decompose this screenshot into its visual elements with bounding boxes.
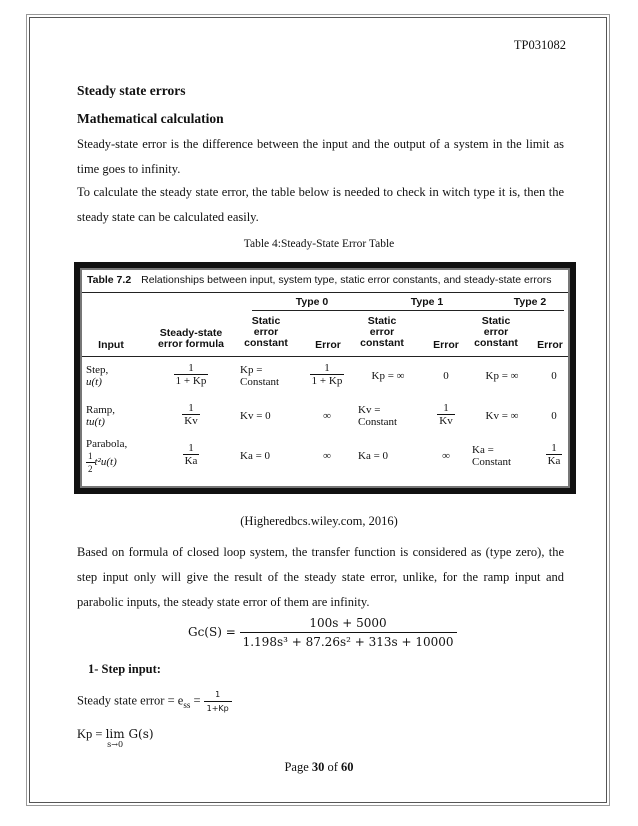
- parabola-t2-err-num: 1: [546, 442, 563, 455]
- row-parabola-t1-const: Ka = 0: [358, 450, 389, 462]
- sse-den: 1+Kp: [206, 704, 229, 713]
- ramp-t1-err-den: Kv: [439, 415, 453, 427]
- equation-numerator: 100s + 5000: [240, 616, 457, 633]
- col-error-2: Error: [537, 339, 563, 351]
- footer-page-number: 30: [311, 760, 325, 774]
- col-formula: Steady-state error formula: [158, 327, 224, 350]
- sse-prefix: Steady state error = e: [77, 693, 184, 708]
- col-static-0: Static error constant: [244, 315, 288, 349]
- row-parabola-t1-err: ∞: [442, 450, 450, 462]
- row-ramp-t2-err: 0: [551, 410, 557, 422]
- ramp-formula-den: Kv: [184, 415, 198, 427]
- row-parabola-t0-err: ∞: [323, 450, 331, 462]
- sub-heading: Mathematical calculation: [77, 111, 224, 126]
- row-step-t2-err: 0: [551, 370, 557, 382]
- parabola-coef-num: 1: [88, 451, 93, 461]
- footer-of: of: [324, 760, 342, 774]
- step-formula-num: 1: [174, 362, 209, 375]
- parabola-label: Parabola,: [86, 438, 128, 450]
- col-error-1: Error: [433, 339, 459, 351]
- ramp-label: Ramp,: [86, 404, 116, 416]
- kp-lim: lim: [105, 727, 125, 741]
- kp-line: [77, 727, 154, 749]
- sse-subscript: ss: [183, 699, 191, 710]
- row-step-t1-const: Kp = ∞: [371, 370, 405, 382]
- parabola-coef-den: 2: [88, 464, 93, 474]
- kp-lim-sub: s→0: [107, 740, 124, 749]
- type-rule: [252, 310, 564, 311]
- page-footer: [0, 760, 638, 775]
- row-step-t1-err: 0: [443, 370, 449, 382]
- row-step-input: [86, 364, 136, 388]
- paragraph-analysis: Based on formula of closed loop system, the transfer function is considered as (type zero), the step input only will give the result of the steady state error, unlike, for the ramp input and parabolic inputs, the steady state error of them are infinity.: [77, 545, 564, 609]
- footer-prefix: Page: [284, 760, 312, 774]
- paragraph-definition: Steady-state error is the difference between the input and the output of a system in the limit as time goes to infinity.: [77, 137, 564, 176]
- equation-denominator: 1.198s³ + 87.26s² + 313s + 10000: [242, 635, 454, 649]
- col-static-2: Static error constant: [474, 315, 518, 349]
- row-step-t0-const: Kp = Constant: [240, 364, 280, 388]
- row-parabola-input: [86, 438, 146, 475]
- ramp-fn: tu(t): [86, 416, 105, 428]
- equation-lhs: Gc(S) =: [188, 625, 236, 639]
- list-item-step-input: 1- Step input:: [88, 662, 161, 676]
- row-ramp-input: [86, 404, 136, 428]
- sse-equals: =: [190, 693, 204, 708]
- document-id: TP031082: [513, 38, 566, 52]
- col-error-0: Error: [315, 339, 341, 351]
- row-ramp-t1-err: [428, 402, 464, 427]
- row-step-t0-err: [298, 362, 356, 387]
- table-title: [87, 274, 564, 289]
- table-rule-top: [82, 292, 568, 293]
- table-body: [80, 268, 570, 488]
- step-fn: u(t): [86, 376, 102, 388]
- step-t0-err-num: 1: [310, 362, 345, 375]
- step-formula-den: 1 + Kp: [175, 375, 207, 387]
- transfer-function-equation: [188, 616, 457, 649]
- table-title-text: Relationships between input, system type, static error constants, and steady-state errors: [141, 274, 552, 286]
- parabola-t2-err-den: Ka: [547, 455, 561, 467]
- table-number: Table 7.2: [87, 274, 132, 286]
- footer-total-pages: 60: [341, 760, 354, 774]
- type1-header: Type 1: [410, 296, 444, 308]
- row-ramp-t0-err: ∞: [323, 410, 331, 422]
- kp-rhs: G(s): [124, 727, 154, 741]
- parabola-formula-num: 1: [183, 442, 200, 455]
- kp-lhs: Kp =: [77, 727, 106, 741]
- steady-state-error-table: [74, 262, 576, 494]
- row-ramp-t1-const: Kv = Constant: [358, 404, 398, 428]
- parabola-fn: t²u(t): [94, 456, 117, 469]
- row-ramp-t0-const: Kv = 0: [240, 410, 271, 422]
- parabola-formula-den: Ka: [184, 455, 198, 467]
- paragraph-method: To calculate the steady state error, the table below is needed to check in witch type it is, then the steady state can be calculated easily.: [77, 185, 564, 224]
- section-heading: Steady state errors: [77, 83, 186, 98]
- ramp-formula-num: 1: [182, 402, 199, 415]
- ramp-t1-err-num: 1: [437, 402, 454, 415]
- row-ramp-t2-const: Kv = ∞: [485, 410, 519, 422]
- row-parabola-t2-const: Ka = Constant: [472, 444, 512, 468]
- row-step-formula: [158, 362, 224, 387]
- header-rule: [82, 356, 568, 357]
- type2-header: Type 2: [513, 296, 547, 308]
- sse-num: 1: [204, 690, 232, 702]
- row-ramp-formula: [158, 402, 224, 427]
- steady-state-error-line: [77, 690, 232, 713]
- source-citation: (Higheredbcs.wiley.com, 2016): [240, 514, 398, 528]
- step-label: Step,: [86, 364, 109, 376]
- table-caption: Table 4:Steady-State Error Table: [243, 238, 395, 250]
- row-parabola-t2-err: [538, 442, 570, 467]
- step-t0-err-den: 1 + Kp: [311, 375, 343, 387]
- row-parabola-t0-const: Ka = 0: [240, 450, 271, 462]
- type0-header: Type 0: [295, 296, 329, 308]
- col-static-1: Static error constant: [360, 315, 404, 349]
- row-parabola-formula: [158, 442, 224, 467]
- row-step-t2-const: Kp = ∞: [485, 370, 519, 382]
- col-input: Input: [98, 339, 124, 351]
